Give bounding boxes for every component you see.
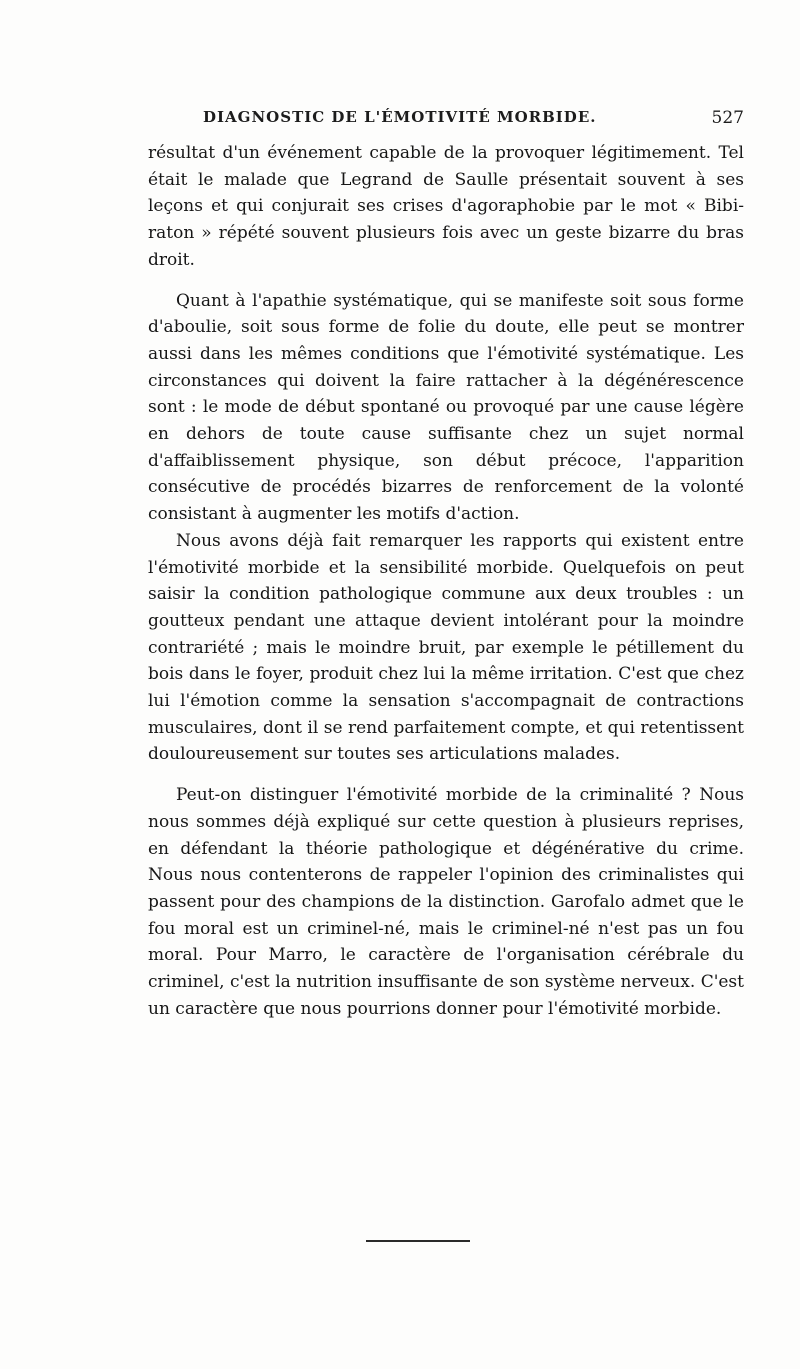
paragraph-3: Nous avons déjà fait remarquer les rapports qui existent entre l'émotivité morbide et la sensibilité morbide. Quelquefois on peut saisir la condition pathologique commune aux deux troubles : un goutteux pendant une attaque devient intolérant pour la moindre contrariété ; mais le moindre bruit, par exemple le pétillement du bois dans le foyer, produit chez lui la même irritation. C'est que chez lui l'émotion comme la sensation s'accompagnait de contractions musculaires, dont il se rend parfaitement compte, et qui retentissent douloureusement sur toutes ses articulations malades. [148, 530, 744, 765]
page-number: 527 [711, 108, 744, 128]
paragraph-4: Peut-on distinguer l'émotivité morbide de la criminalité ? Nous nous sommes déjà expliqué sur cette question à plusieurs reprises, en défendant la théorie pathologique et dégénérative du crime. Nous nous contenterons de rappeler l'opinion des criminalistes qui passent pour des champions de la distinction. Garofalo admet que le fou moral est un criminel-né, mais le criminel-né n'est pas un fou moral. Pour Marro, le caractère de l'organisation cérébrale du criminel, c'est la nutrition insuffisante de son système nerveux. C'est un caractère que nous pourrions donner pour l'émotivité morbide. [148, 785, 744, 1019]
paragraph-2: Quant à l'apathie systématique, qui se manifeste soit sous forme d'aboulie, soit sous forme de folie du doute, elle peut se montrer aussi dans les mêmes conditions que l'émotivité systématique. Les circonstances qui doivent la faire rattacher à la dégénérescence sont : le mode de début spontané ou provoqué par une cause légère en dehors de toute cause suffisante chez un sujet normal d'affaiblissement physique, son début précoce, l'apparition consécutive de procédés bizarres de renforcement de la volonté consistant à augmenter les motifs d'action. [148, 290, 744, 525]
running-head [148, 108, 744, 132]
body-text [148, 140, 744, 1023]
section-end-rule [366, 1240, 470, 1242]
running-title: DIAGNOSTIC DE L'ÉMOTIVITÉ MORBIDE. [203, 108, 597, 126]
paragraph-1: résultat d'un événement capable de la provoquer légitimement. Tel était le malade que Legrand de Saulle présentait souvent à ses leçons et qui conjurait ses crises d'agoraphobie par le mot « Bibi-raton » répété souvent plusieurs fois avec un geste bizarre du bras droit. [148, 143, 744, 270]
